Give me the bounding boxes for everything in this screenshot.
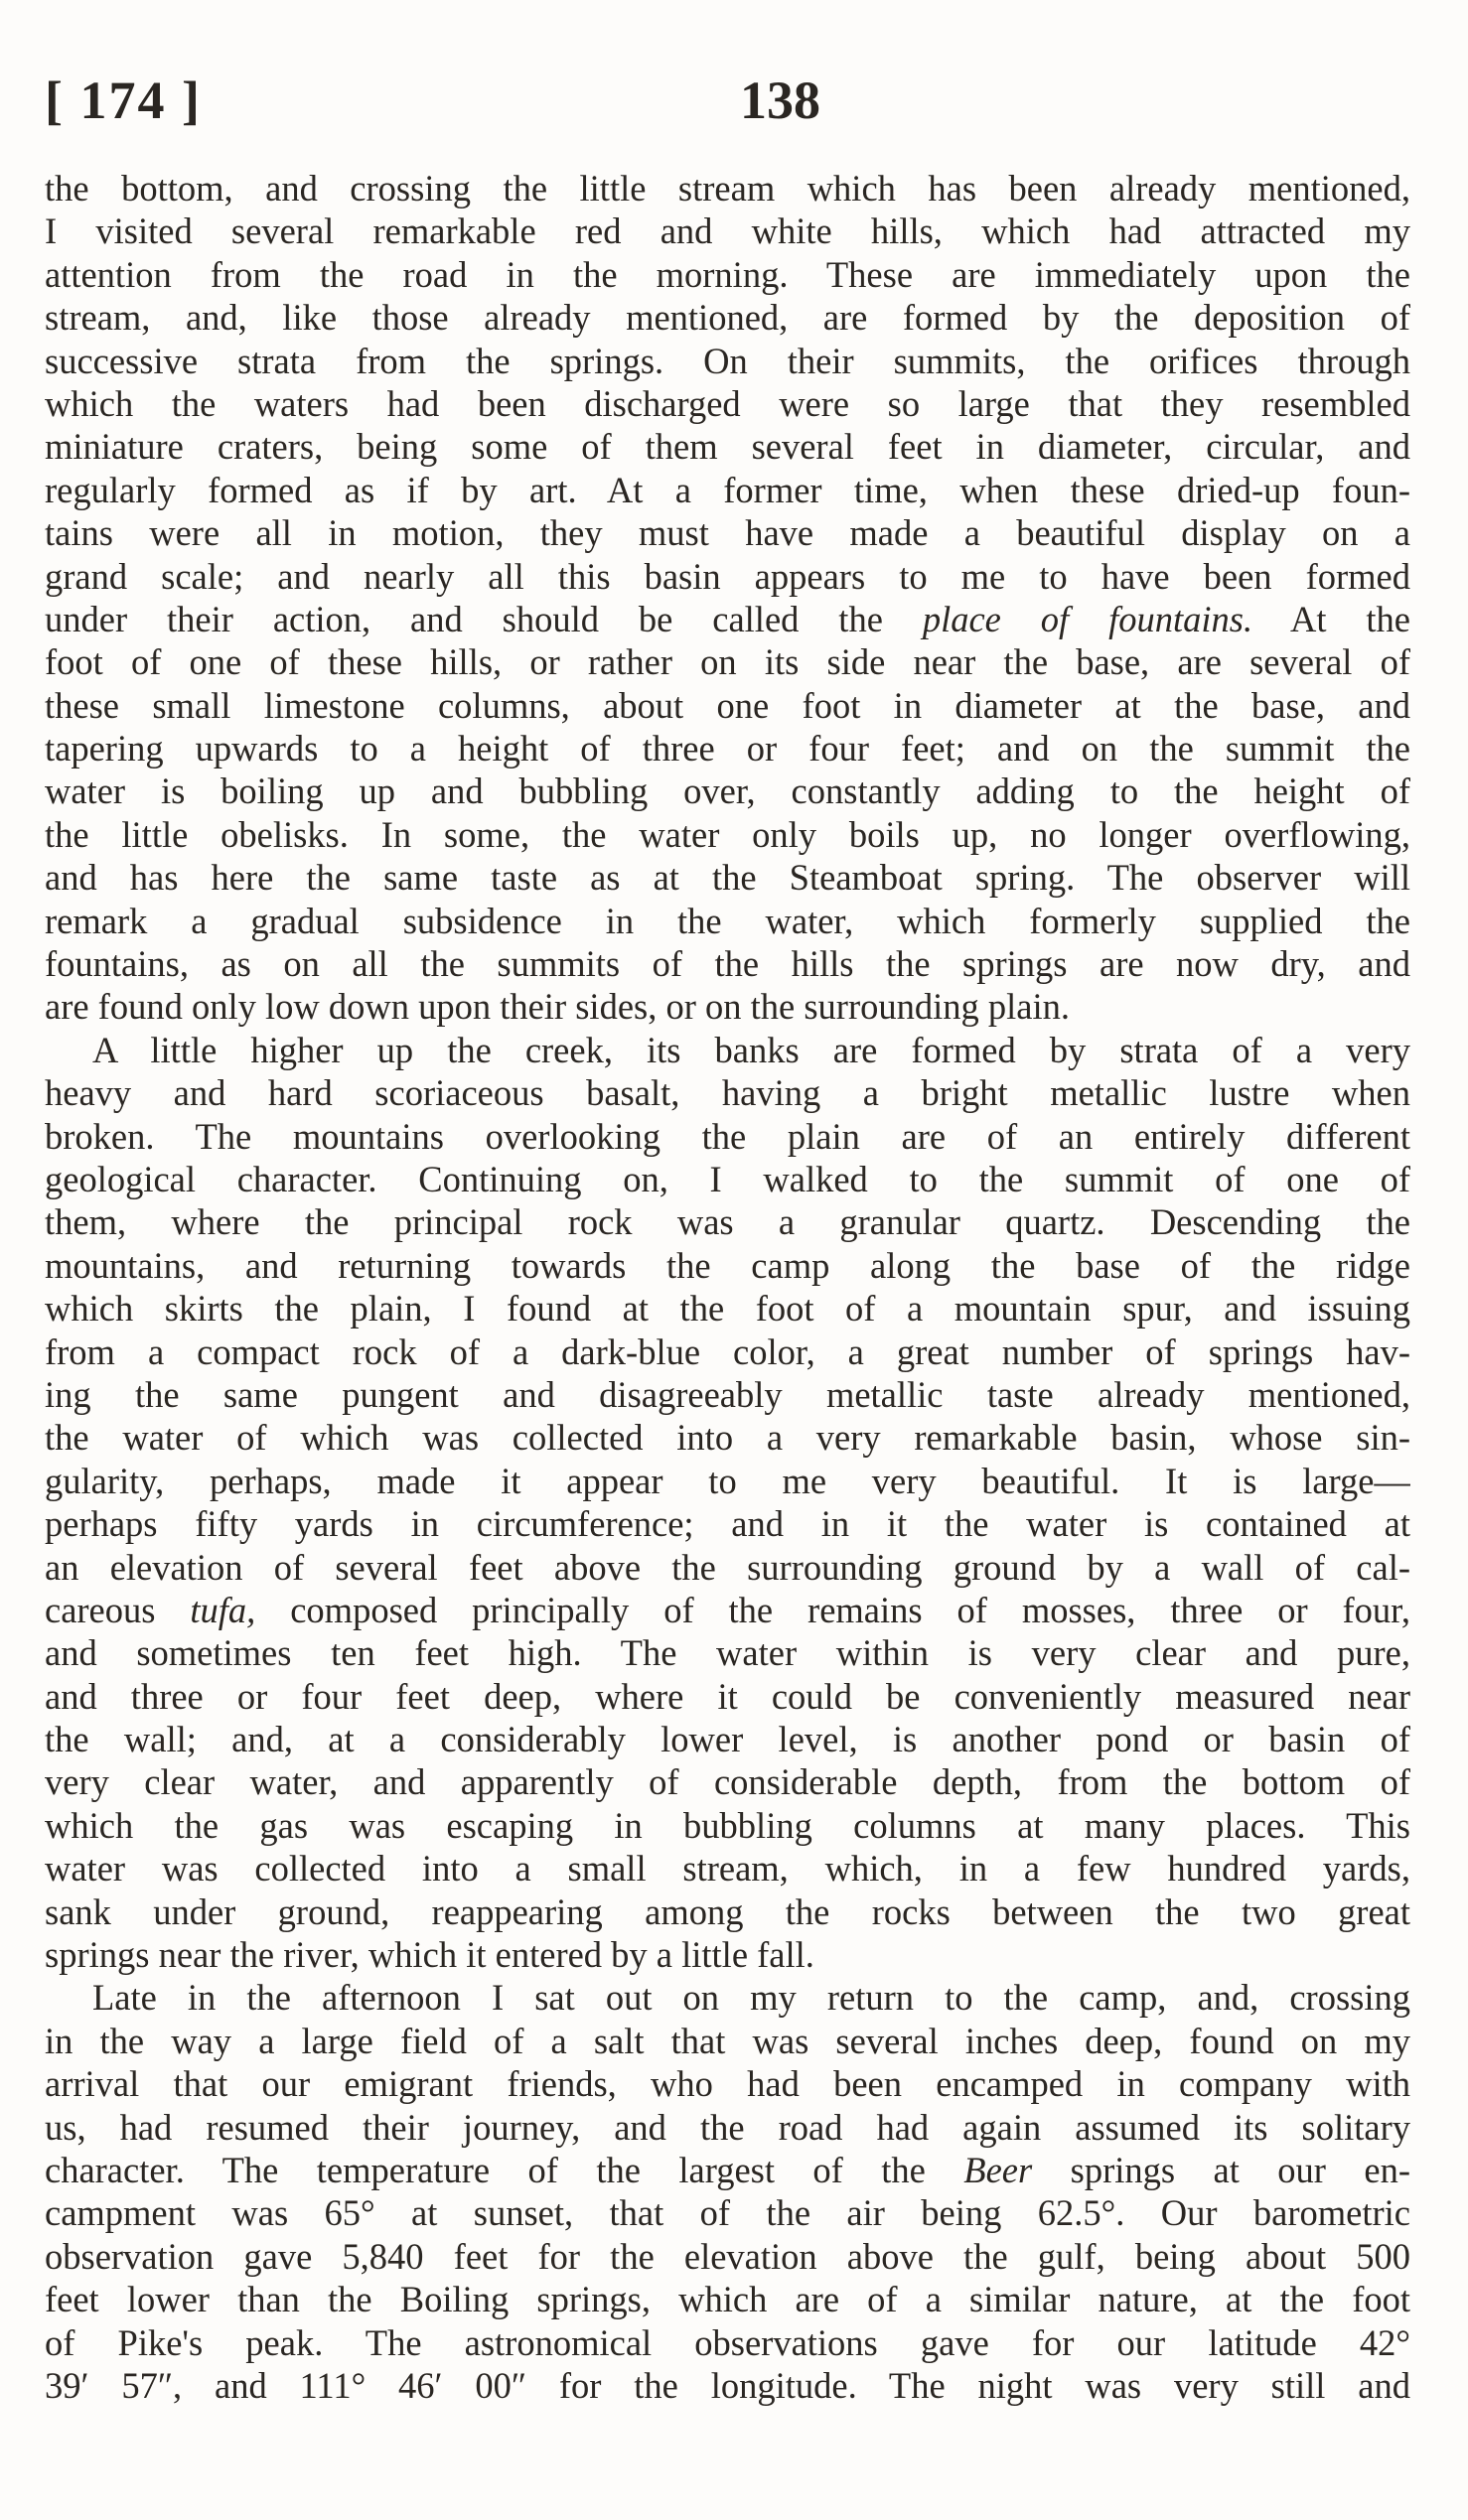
text-line: mountains, and returning towards the camp along the base of the ridge (45, 1244, 1410, 1286)
text-line: successive strata from the springs. On their summits, the orifices through (45, 340, 1410, 381)
text-line: geological character. Continuing on, I walked to the summit of one of (45, 1158, 1410, 1199)
text-line: feet lower than the Boiling springs, which are of a similar nature, at the foot (45, 2279, 1410, 2320)
text-line: water was collected into a small stream, which, in a few hundred yards, (45, 1848, 1410, 1890)
text-line: the water of which was collected into a very remarkable basin, whose sin- (45, 1417, 1410, 1459)
printed-page-number: 138 (740, 70, 820, 130)
text-segment: careous (45, 1589, 156, 1630)
text-line: fountains, as on all the summits of the hills the springs are now dry, and (45, 943, 1410, 985)
text-line: campment was 65° at sunset, that of the air being 62.5°. Our barometric (45, 2192, 1410, 2234)
text-line: tains were all in motion, they must have made a beautiful display on a (45, 512, 1410, 554)
text-line: and sometimes ten feet high. The water within is very clear and pure, (45, 1632, 1410, 1674)
text-line: attention from the road in the morning. These are immediately upon the (45, 253, 1410, 295)
text-line: foot of one of these hills, or rather on its side near the base, are several of (45, 641, 1410, 683)
text-line: Late in the afternoon I sat out on my return to the camp, and, crossing (92, 1977, 1410, 2019)
italic-word: tufa, (190, 1589, 256, 1630)
text-line (45, 1589, 1410, 1631)
text-line: 39′ 57″, and 111° 46′ 00″ for the longitude. The night was very still and (45, 2364, 1410, 2406)
text-line: which the waters had been discharged were so large that they resembled (45, 382, 1410, 424)
text-line: sank under ground, reappearing among the rocks between the two great (45, 1890, 1410, 1932)
body-text (45, 167, 1410, 2407)
text-line: us, had resumed their journey, and the road had again assumed its solitary (45, 2106, 1410, 2148)
text-line: very clear water, and apparently of considerable depth, from the bottom of (45, 1761, 1410, 1803)
text-segment: At the (1290, 598, 1410, 639)
text-line: tapering upwards to a height of three or four feet; and on the summit the (45, 728, 1410, 770)
text-line: miniature craters, being some of them several feet in diameter, circular, and (45, 426, 1410, 468)
text-line: of Pike's peak. The astronomical observations gave for our latitude 42° (45, 2321, 1410, 2363)
text-line (45, 2149, 1410, 2191)
text-line: them, where the principal rock was a granular quartz. Descending the (45, 1201, 1410, 1243)
italic-word: Beer (963, 2149, 1033, 2190)
text-line: in the way a large field of a salt that was several inches deep, found on my (45, 2020, 1410, 2061)
text-line: observation gave 5,840 feet for the elevation above the gulf, being about 500 (45, 2235, 1410, 2277)
text-line: A little higher up the creek, its banks are formed by strata of a very (92, 1029, 1410, 1070)
text-segment: under their action, and should be called the (45, 598, 883, 639)
text-line: springs near the river, which it entered by a little fall. (45, 1934, 814, 1976)
text-line: heavy and hard scoriaceous basalt, having a bright metallic lustre when (45, 1072, 1410, 1114)
text-line: gularity, perhaps, made it appear to me very beautiful. It is large— (45, 1460, 1410, 1501)
text-line: regularly formed as if by art. At a former time, when these dried-up foun- (45, 469, 1410, 510)
text-line: and three or four feet deep, where it could be conveniently measured near (45, 1675, 1410, 1717)
bracketed-page-number: [ 174 ] (45, 70, 202, 130)
text-line: ing the same pungent and disagreeably metallic taste already mentioned, (45, 1373, 1410, 1415)
text-line: I visited several remarkable red and white hills, which had attracted my (45, 210, 1410, 252)
text-line: an elevation of several feet above the surrounding ground by a wall of cal- (45, 1546, 1410, 1588)
text-segment: character. The temperature of the largest of the (45, 2149, 926, 2190)
text-line: stream, and, like those already mentioned, are formed by the deposition of (45, 297, 1410, 339)
italic-phrase: place of fountains. (922, 598, 1253, 639)
text-line: perhaps fifty yards in circumference; and in it the water is contained at (45, 1503, 1410, 1545)
text-line: grand scale; and nearly all this basin appears to me to have been formed (45, 555, 1410, 597)
text-line: from a compact rock of a dark-blue color, a great number of springs hav- (45, 1330, 1410, 1372)
text-line: arrival that our emigrant friends, who had been encamped in company with (45, 2063, 1410, 2105)
text-line: broken. The mountains overlooking the plain are of an entirely different (45, 1115, 1410, 1157)
text-line: these small limestone columns, about one foot in diameter at the base, and (45, 684, 1410, 726)
text-segment: composed principally of the remains of mosses, three or four, (290, 1589, 1410, 1630)
text-line: the little obelisks. In some, the water only boils up, no longer overflowing, (45, 813, 1410, 855)
text-line: water is boiling up and bubbling over, constantly adding to the height of (45, 770, 1410, 812)
text-line (45, 598, 1410, 640)
text-line: the bottom, and crossing the little stream which has been already mentioned, (45, 168, 1410, 209)
text-line: which the gas was escaping in bubbling columns at many places. This (45, 1804, 1410, 1846)
page-header (45, 70, 1428, 149)
text-line: remark a gradual subsidence in the water, which formerly supplied the (45, 900, 1410, 941)
text-segment: springs at our en- (1070, 2149, 1410, 2190)
text-line: and has here the same taste as at the Steamboat spring. The observer will (45, 857, 1410, 899)
text-line: the wall; and, at a considerably lower level, is another pond or basin of (45, 1719, 1410, 1760)
text-line: which skirts the plain, I found at the foot of a mountain spur, and issuing (45, 1288, 1410, 1330)
text-line: are found only low down upon their sides, or on the surrounding plain. (45, 986, 1070, 1028)
